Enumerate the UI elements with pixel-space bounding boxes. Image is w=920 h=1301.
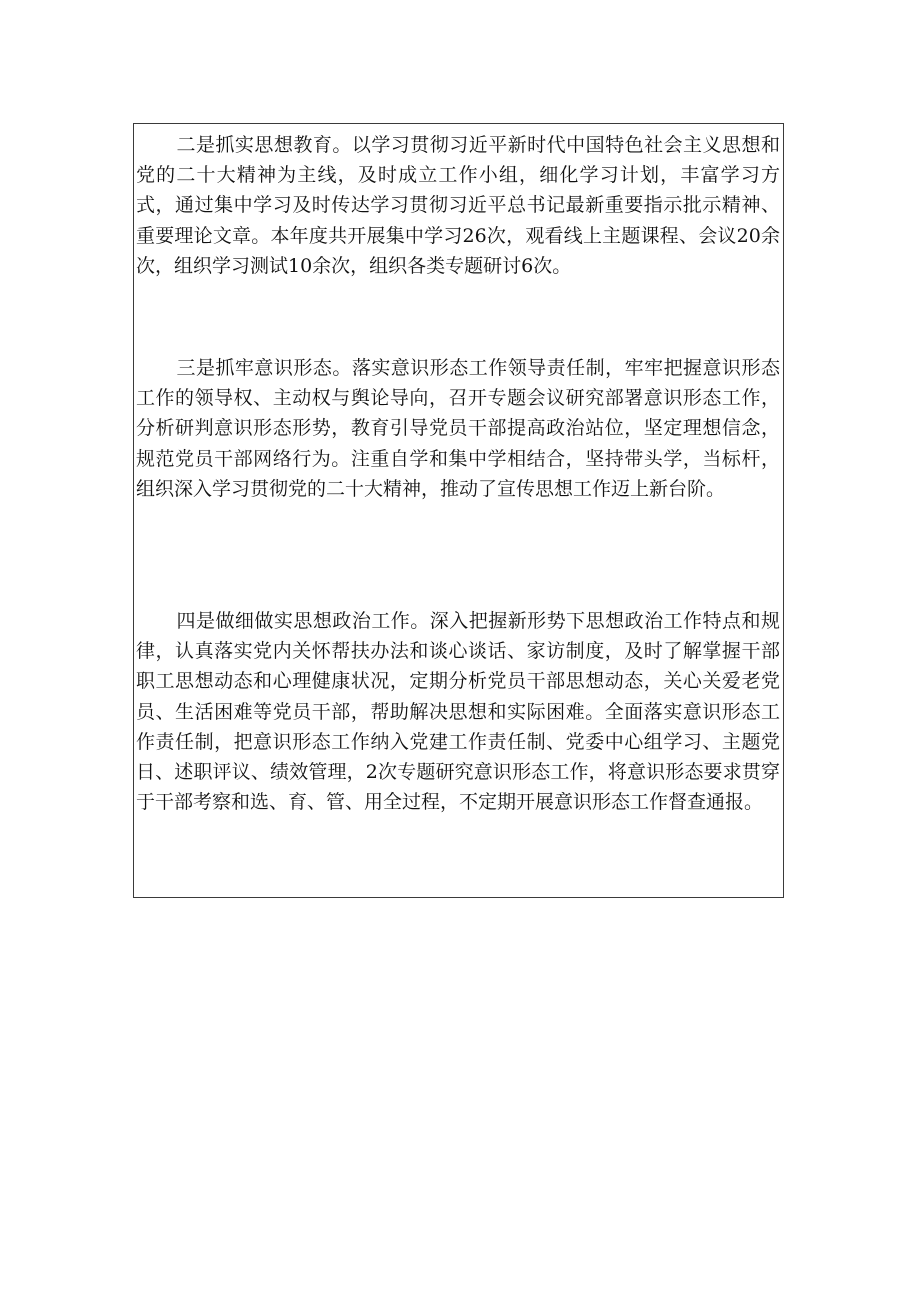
paragraph-text: 三是抓牢意识形态。落实意识形态工作领导责任制，牢牢把握意识形态工作的领导权、主动权与舆论导向，召开专题会议研究部署意识形态工作，分析研判意识形态形势，教育引导党员干部提高政治站位，坚定理想信念，规范党员干部网络行为。注重自学和集中学相结合，坚持带头学，当标杆，组织深入学习贯彻党的二十大精神，推动了宣传思想工作迈上新台阶。 [136, 357, 780, 500]
paragraph-ideology-responsibility [134, 353, 780, 504]
text-box [133, 123, 784, 898]
paragraph-ideological-education [134, 130, 780, 281]
paragraph-text: 二是抓实思想教育。以学习贯彻习近平新时代中国特色社会主义思想和党的二十大精神为主线，及时成立工作小组，细化学习计划，丰富学习方式，通过集中学习及时传达学习贯彻习近平总书记最新重要指示批示精神、重要理论文章。本年度共开展集中学习26次，观看线上主题课程、会议20余次，组织学习测试10余次，组织各类专题研讨6次。 [136, 134, 780, 277]
paragraph-text: 四是做细做实思想政治工作。深入把握新形势下思想政治工作特点和规律，认真落实党内关怀帮扶办法和谈心谈话、家访制度，及时了解掌握干部职工思想动态和心理健康状况，定期分析党员干部思想动态，关心关爱老党员、生活困难等党员干部，帮助解决思想和实际困难。全面落实意识形态工作责任制，把意识形态工作纳入党建工作责任制、党委中心组学习、主题党日、述职评议、绩效管理，2次专题研究意识形态工作，将意识形态要求贯穿于干部考察和选、育、管、用全过程，不定期开展意识形态工作督查通报。 [136, 610, 780, 814]
paragraph-political-work [134, 606, 780, 817]
